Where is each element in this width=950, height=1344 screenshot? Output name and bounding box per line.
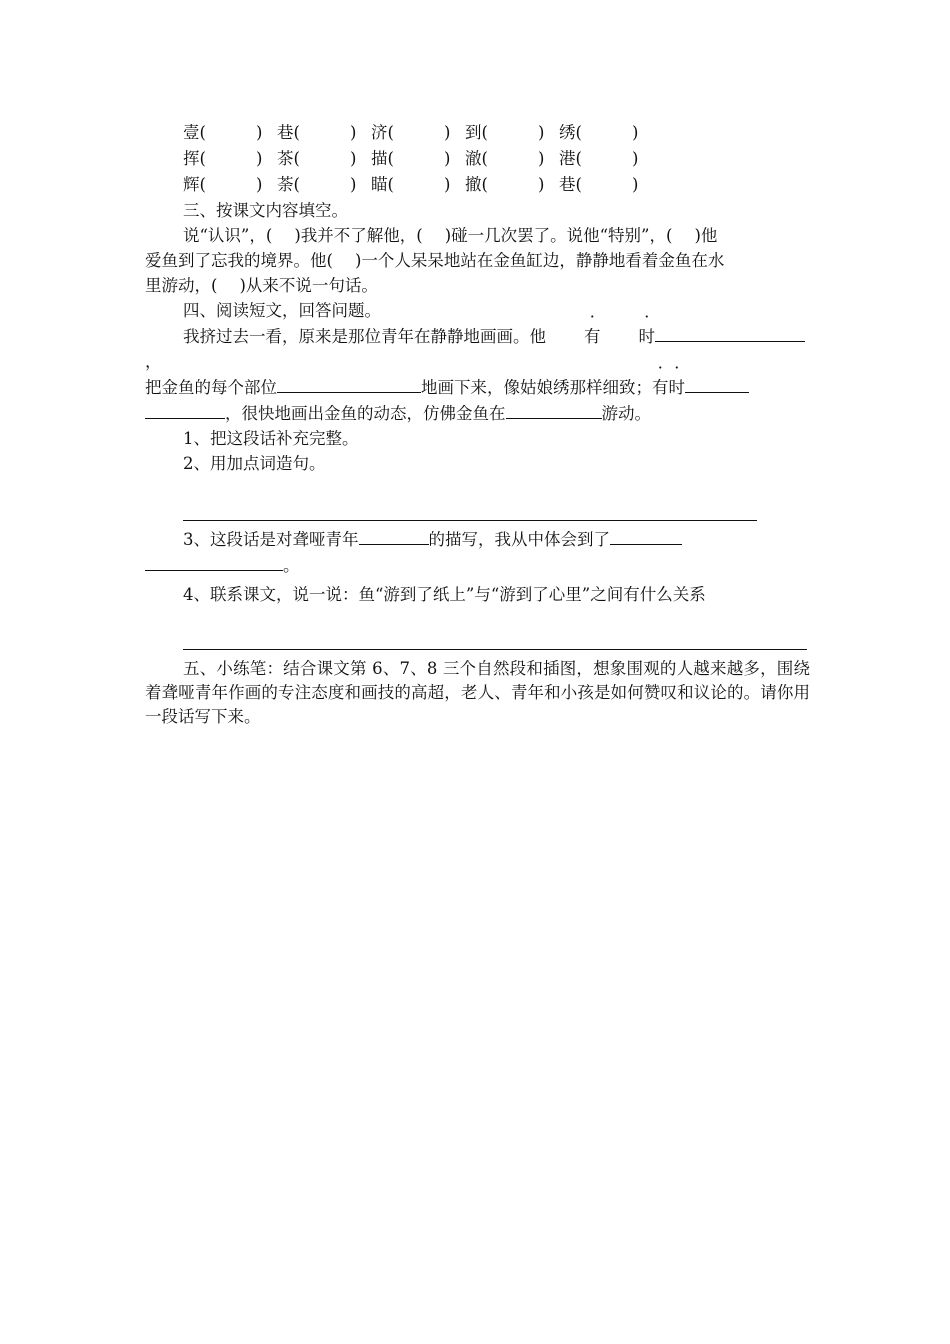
- reading-passage-line: [145, 323, 810, 374]
- question-2: 2、用加点词造句。: [183, 454, 326, 473]
- paren-close: ): [538, 149, 545, 168]
- dotted-char: 时: [668, 378, 685, 397]
- reading-passage-line: [145, 374, 810, 400]
- char-cell: 巷(: [559, 175, 582, 194]
- reading-passage-line: [145, 400, 810, 426]
- fill-blank[interactable]: [506, 400, 602, 419]
- text-segment: 我挤过去一看，原来是那位青年在静静地画画。他: [183, 327, 546, 346]
- text-segment: )碰一几次罢了。说他“特别”，(: [444, 226, 673, 245]
- text-segment: 爱鱼到了忘我的境界。他(: [145, 251, 333, 270]
- paren-close: ): [444, 175, 451, 194]
- paren-close: ): [256, 123, 263, 142]
- char-cell: 壹(: [183, 123, 206, 142]
- question-1: 1、把这段话补充完整。: [183, 429, 359, 448]
- text-segment: 里游动，(: [145, 276, 218, 295]
- char-cell: 描(: [371, 149, 394, 168]
- character-table: [145, 120, 810, 198]
- paren-close: ): [350, 123, 357, 142]
- section4-title: 四、阅读短文，回答问题。: [183, 301, 381, 320]
- char-cell: 撤(: [465, 175, 488, 194]
- text-segment: ，: [145, 352, 162, 371]
- dotted-char: 有: [584, 327, 601, 346]
- fill-blank[interactable]: [145, 400, 225, 419]
- text-segment: 游动。: [601, 404, 651, 423]
- text-segment: 说“认识”，(: [183, 226, 273, 245]
- paren-close: ): [256, 149, 263, 168]
- paren-close: ): [350, 149, 357, 168]
- fill-blank[interactable]: [277, 374, 421, 393]
- text-segment: )一个人呆呆地站在金鱼缸边，静静地看着金鱼在水: [354, 251, 725, 270]
- text-segment: 。: [283, 556, 300, 575]
- fill-blank[interactable]: [685, 374, 749, 393]
- text-segment: )从来不说一句话。: [239, 276, 378, 295]
- paren-close: ): [632, 123, 639, 142]
- text-segment: 把金鱼的每个部位: [145, 378, 277, 397]
- paren-close: ): [632, 175, 639, 194]
- answer-line[interactable]: [183, 520, 757, 521]
- dotted-char: 有: [652, 378, 669, 397]
- text-segment: )我并不了解他，(: [294, 226, 423, 245]
- question-4: 4、联系课文，说一说：鱼“游到了纸上”与“游到了心里”之间有什么关系: [183, 585, 706, 604]
- char-cell: 澈(: [465, 149, 488, 168]
- section3-paragraph-cont: [145, 248, 810, 273]
- section3-paragraph-cont: [145, 273, 810, 298]
- text-segment: 的描写，我从中体会到了: [428, 530, 610, 549]
- answer-area: [145, 607, 810, 651]
- char-cell: 港(: [559, 149, 582, 168]
- paren-close: ): [538, 123, 545, 142]
- char-cell: 荼(: [277, 175, 300, 194]
- char-cell: 瞄(: [371, 175, 394, 194]
- char-cell: 挥(: [183, 149, 206, 168]
- paren-close: ): [350, 175, 357, 194]
- paren-close: ): [538, 175, 545, 194]
- section5-prompt: 五、小练笔：结合课文第 6、7、8 三个自然段和插图，想象围观的人越来越多，围绕着聋哑青年作画的专注态度和画技的高超，老人、青年和小孩是如何赞叹和议论的。请你用一段话写下来。: [145, 659, 810, 726]
- answer-line[interactable]: [183, 649, 807, 650]
- text-segment: 3、这段话是对聋哑青年: [183, 530, 359, 549]
- section3-title: 三、按课文内容填空。: [183, 201, 348, 220]
- character-row: [145, 146, 810, 172]
- question-3-cont: [145, 552, 810, 578]
- answer-area: [145, 476, 810, 523]
- dotted-char: 时: [638, 327, 655, 346]
- char-cell: 辉(: [183, 175, 206, 194]
- char-cell: 到(: [465, 123, 488, 142]
- fill-blank[interactable]: [359, 526, 429, 545]
- paren-close: ): [632, 149, 639, 168]
- text-segment: )他: [694, 226, 718, 245]
- fill-blank[interactable]: [610, 526, 682, 545]
- question-3: [145, 526, 810, 552]
- char-cell: 济(: [371, 123, 394, 142]
- worksheet-page: [145, 120, 810, 729]
- paren-close: ): [256, 175, 263, 194]
- fill-blank[interactable]: [145, 552, 283, 571]
- char-cell: 绣(: [559, 123, 582, 142]
- char-cell: 巷(: [277, 123, 300, 142]
- character-row: [145, 120, 810, 146]
- character-row: [145, 172, 810, 198]
- paren-close: ): [444, 149, 451, 168]
- fill-blank[interactable]: [655, 323, 805, 342]
- paren-close: ): [444, 123, 451, 142]
- section3-paragraph: [145, 223, 810, 248]
- char-cell: 茶(: [277, 149, 300, 168]
- text-segment: ，很快地画出金鱼的动态，仿佛金鱼在: [225, 404, 506, 423]
- text-segment: 地画下来，像姑娘绣那样细致；: [421, 378, 652, 397]
